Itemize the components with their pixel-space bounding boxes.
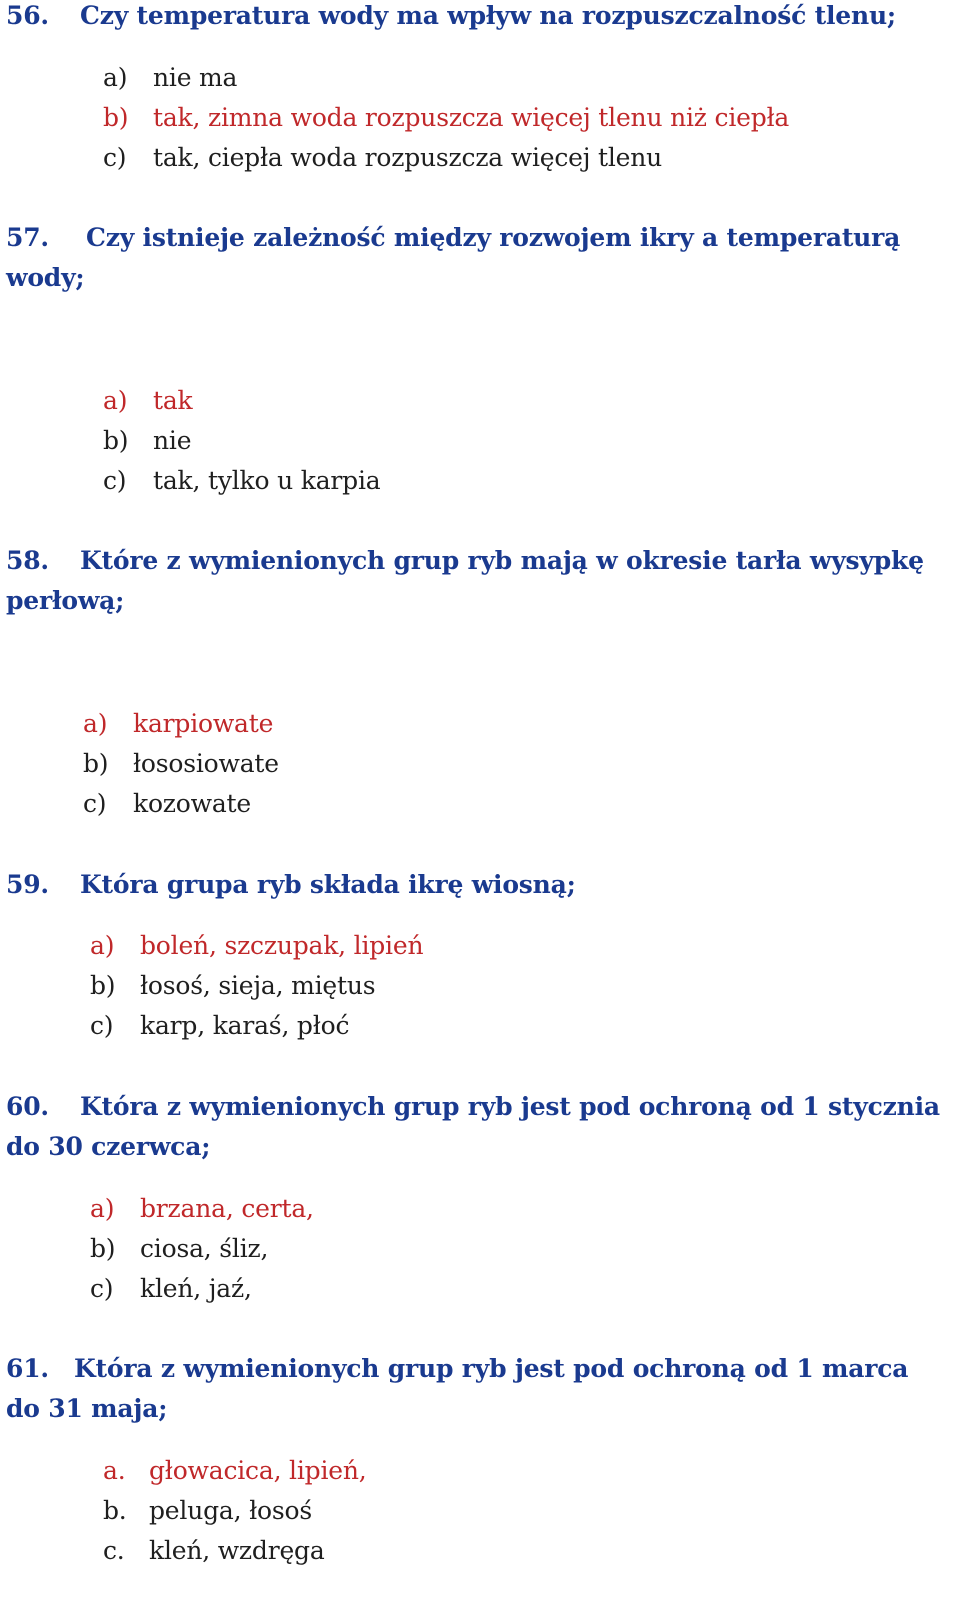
option-text: tak, zimna woda rozpuszcza więcej tlenu niż ciepła [153,103,790,132]
question-number: 60. [6,1092,49,1121]
question-text: Która grupa ryb składa ikrę wiosną; [80,870,576,899]
option-letter: b) [83,749,109,778]
option-60-b [90,1229,268,1269]
option-text: tak, ciepła woda rozpuszcza więcej tlenu [153,143,663,172]
option-letter: a. [103,1456,126,1485]
question-58 [6,541,946,621]
option-letter: c) [90,1274,114,1303]
option-text: karpiowate [133,709,274,738]
option-letter: a) [103,63,128,92]
option-57-a [103,381,193,421]
option-61-b [103,1491,312,1531]
option-text: tak [153,386,193,415]
option-61-c [103,1531,325,1571]
option-letter: b) [90,971,116,1000]
option-letter: a) [83,709,108,738]
option-text: brzana, certa, [140,1194,314,1223]
question-number: 61. [6,1354,49,1383]
option-57-b [103,421,191,461]
option-text: kozowate [133,789,251,818]
option-letter: c) [103,466,127,495]
option-text: głowacica, lipień, [149,1456,367,1485]
option-text: ciosa, śliz, [140,1234,269,1263]
option-letter: a) [103,386,128,415]
question-text: Czy istnieje zależność między rozwojem ikry a temperaturą wody; [6,223,901,292]
option-text: karp, karaś, płoć [140,1011,350,1040]
option-61-a [103,1451,367,1491]
question-number: 58. [6,546,49,575]
option-letter: b. [103,1496,127,1525]
option-text: nie ma [153,63,238,92]
option-letter: b) [103,426,129,455]
question-56 [6,0,946,36]
option-59-a [90,926,423,966]
option-letter: c. [103,1536,125,1565]
option-56-c [103,138,662,178]
option-57-c [103,461,380,501]
question-61 [6,1349,946,1429]
question-number: 56. [6,1,49,30]
option-56-b [103,98,789,138]
option-text: boleń, szczupak, lipień [140,931,424,960]
option-60-a [90,1189,314,1229]
option-letter: c) [83,789,107,818]
question-57 [6,218,946,298]
option-letter: a) [90,1194,115,1223]
option-56-a [103,58,237,98]
option-59-b [90,966,375,1006]
question-text: Która z wymienionych grup ryb jest pod ochroną od 1 marca do 31 maja; [6,1354,909,1423]
question-number: 59. [6,870,49,899]
option-58-a [83,704,273,744]
option-letter: c) [90,1011,114,1040]
option-58-b [83,744,279,784]
question-60 [6,1087,946,1167]
option-59-c [90,1006,349,1046]
option-60-c [90,1269,252,1309]
question-text: Która z wymienionych grup ryb jest pod ochroną od 1 stycznia do 30 czerwca; [6,1092,940,1161]
option-58-c [83,784,251,824]
option-text: tak, tylko u karpia [153,466,381,495]
option-text: kleń, wzdręga [149,1536,325,1565]
option-letter: b) [103,103,129,132]
option-letter: b) [90,1234,116,1263]
question-59 [6,865,946,905]
question-number: 57. [6,223,49,252]
option-text: kleń, jaź, [140,1274,252,1303]
option-text: łosoś, sieja, miętus [140,971,376,1000]
option-text: peluga, łosoś [149,1496,312,1525]
option-letter: c) [103,143,127,172]
question-text: Które z wymienionych grup ryb mają w okresie tarła wysypkę perłową; [6,546,924,615]
option-text: nie [153,426,192,455]
question-text: Czy temperatura wody ma wpływ na rozpuszczalność tlenu; [80,1,896,30]
option-text: łososiowate [133,749,279,778]
option-letter: a) [90,931,115,960]
